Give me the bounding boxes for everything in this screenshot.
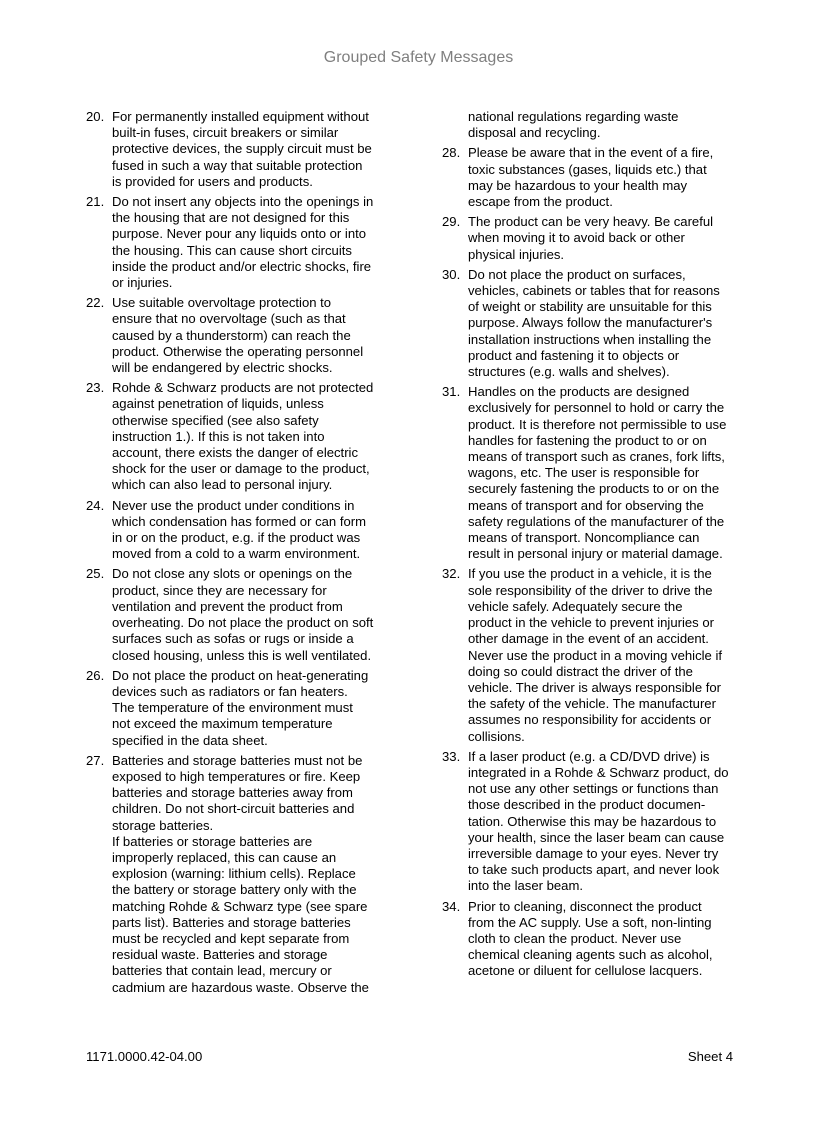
item-number: 29.	[442, 214, 461, 230]
item-number: 26.	[86, 667, 105, 683]
right-column	[442, 109, 750, 984]
safety-item-26	[86, 668, 394, 749]
safety-item-20	[86, 109, 394, 190]
item-number: 33.	[442, 748, 461, 764]
safety-item-29	[442, 214, 750, 263]
item-number: 24.	[86, 497, 105, 513]
item-text: If a laser product (e.g. a CD/DVD drive) is integrated in a Rohde & Schwarz product, do not use any other settings or functions than those described in the product documen- tation. Otherwise this may be hazardous to your health, since the laser beam can cause irreversible damage to your eyes. Never try to take such products apart, and never look into the laser beam.	[468, 748, 729, 894]
safety-item-30	[442, 267, 750, 380]
safety-item-31	[442, 384, 750, 562]
item-text: Do not insert any objects into the openings in the housing that are not designed for this purpose. Never pour any liquids onto or into the housing. This can cause short circuits inside the product and/or electric shocks, fire or injuries.	[112, 194, 374, 291]
item-number: 27.	[86, 752, 105, 768]
safety-item-27	[86, 753, 394, 996]
item-number: 20.	[86, 109, 105, 124]
item-number: 31.	[442, 384, 461, 400]
safety-item-27-continuation: national regulations regarding waste disposal and recycling.	[468, 109, 679, 141]
item-number: 22.	[86, 295, 105, 311]
item-text: For permanently installed equipment without built-in fuses, circuit breakers or similar protective devices, the supply circuit must be fused in such a way that suitable protection is provided for users and products.	[112, 109, 372, 189]
item-text: The product can be very heavy. Be careful when moving it to avoid back or other physical injuries.	[468, 214, 714, 262]
safety-item-25	[86, 566, 394, 663]
item-text: Do not place the product on surfaces, vehicles, cabinets or tables that for reasons of weight or stability are unsuitable for this purpose. Always follow the manufacturer's installation instructions when installing the product and fastening it to objects or structures (e.g. walls and shelves).	[468, 266, 720, 380]
item-number: 34.	[442, 898, 461, 914]
safety-item-22	[86, 295, 394, 376]
item-text: Do not place the product on heat-generating devices such as radiators or fan heaters. The temperature of the environment must not exceed the maximum temperature specified in the data sheet.	[112, 667, 369, 748]
item-text: Use suitable overvoltage protection to ensure that no overvoltage (such as that caused by a thunderstorm) can reach the product. Otherwise the operating personnel will be endangered by electric shocks.	[112, 295, 364, 376]
item-number: 28.	[442, 145, 461, 161]
safety-item-23	[86, 380, 394, 493]
safety-item-32	[442, 566, 750, 744]
safety-item-21	[86, 194, 394, 291]
item-text: Prior to cleaning, disconnect the product from the AC supply. Use a soft, non-linting cloth to clean the product. Never use chemical cleaning agents such as alcohol, acetone or diluent for cellulose lacquers.	[468, 898, 713, 979]
item-text: Please be aware that in the event of a fire, toxic substances (gases, liquids etc.) that may be hazardous to your health may escape from the product.	[468, 145, 714, 210]
item-text: Batteries and storage batteries must not be exposed to high temperatures or fire. Keep batteries and storage batteries away from children. Do not short-circuit batteries and storage batteries. If batteries or storage batteries are improperly replaced, this can cause an explosion (warning: lithium cells). Replace the battery or storage battery only with the matching Rohde & Schwarz type (see spare parts list). Batteries and storage batteries must be recycled and kept separate from residual waste. Batteries and storage batteries that contain lead, mercury or cadmium are hazardous waste. Observe the	[112, 752, 369, 995]
safety-item-33	[442, 749, 750, 895]
footer-sheet-number: Sheet 4	[687, 1049, 733, 1064]
safety-item-34	[442, 899, 750, 980]
safety-item-28	[442, 145, 750, 210]
item-text: Never use the product under conditions in which condensation has formed or can form in or on the product, e.g. if the product was moved from a cold to a warm environment.	[112, 497, 367, 562]
item-number: 23.	[86, 380, 105, 396]
footer-doc-number: 1171.0000.42-04.00	[86, 1049, 203, 1064]
item-text: Rohde & Schwarz products are not protected against penetration of liquids, unless otherwise specified (see also safety instruction 1.). If this is not taken into account, there exists the danger of electric shock for the user or damage to the product, which can also lead to personal injury.	[112, 380, 374, 493]
item-number: 32.	[442, 566, 461, 582]
page-header-title: Grouped Safety Messages	[323, 49, 514, 66]
item-number: 30.	[442, 266, 461, 282]
left-column	[86, 109, 394, 1000]
item-number: 21.	[86, 194, 105, 210]
safety-item-24	[86, 498, 394, 563]
item-number: 25.	[86, 566, 105, 582]
item-text: If you use the product in a vehicle, it is the sole responsibility of the driver to drive the vehicle safely. Adequately secure the product in the vehicle to prevent injuries or other damage in the event of an accident. Never use the product in a moving vehicle if doing so could distract the driver of the vehicle. The driver is always responsible for the safety of the vehicle. The manufacturer assumes no responsibility for accidents or collisions.	[468, 566, 723, 744]
item-text: Handles on the products are designed exclusively for personnel to hold or carry the product. It is therefore not permissible to use handles for fastening the product to or on means of transport such as cranes, fork lifts, wagons, etc. The user is responsible for securely fastening the products to or on the means of transport and for observing the safety regulations of the manufacturer of the means of transport. Noncompliance can result in personal injury or material damage.	[468, 384, 727, 562]
item-text: Do not close any slots or openings on the product, since they are necessary for ventilation and prevent the product from overheating. Do not place the product on soft surfaces such as sofas or rugs or inside a closed housing, unless this is well ventilated.	[112, 566, 374, 663]
